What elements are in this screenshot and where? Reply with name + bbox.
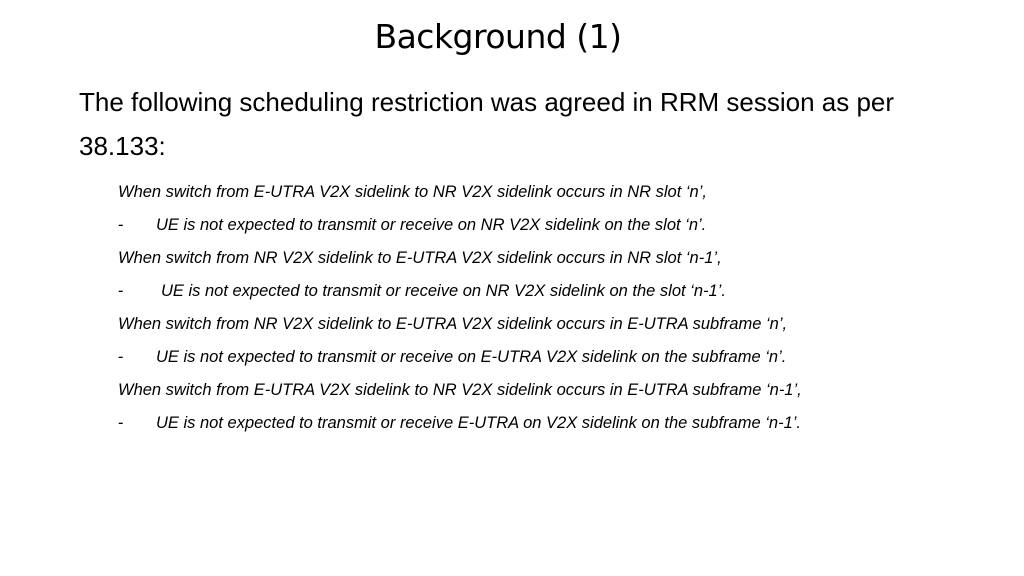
- dash-marker: -: [118, 348, 124, 366]
- bullet-line: [118, 209, 998, 242]
- dash-marker: -: [118, 414, 124, 432]
- bullet-text: UE is not expected to transmit or receive on NR V2X sidelink on the slot ‘n’.: [156, 216, 707, 234]
- dash-marker: -: [118, 216, 124, 234]
- dash-marker: -: [118, 282, 124, 300]
- condition-line: When switch from E-UTRA V2X sidelink to NR V2X sidelink occurs in NR slot ‘n’,: [118, 183, 707, 201]
- bullet-text: UE is not expected to transmit or receive on NR V2X sidelink on the slot ‘n-1’.: [161, 282, 726, 300]
- slide-title: Background (1): [374, 17, 622, 56]
- condition-line: When switch from NR V2X sidelink to E-UTRA V2X sidelink occurs in E-UTRA subframe ‘n’,: [118, 315, 788, 333]
- restriction-clauses: [118, 176, 998, 440]
- bullet-line: [118, 275, 998, 308]
- intro-paragraph: The following scheduling restriction was agreed in RRM session as per 38.133:: [79, 87, 895, 161]
- bullet-text: UE is not expected to transmit or receive E-UTRA on V2X sidelink on the subframe ‘n-1’.: [156, 414, 802, 432]
- condition-line: When switch from NR V2X sidelink to E-UTRA V2X sidelink occurs in NR slot ‘n-1’,: [118, 249, 722, 267]
- bullet-text: UE is not expected to transmit or receive on E-UTRA V2X sidelink on the subframe ‘n’.: [156, 348, 787, 366]
- condition-line: When switch from E-UTRA V2X sidelink to NR V2X sidelink occurs in E-UTRA subframe ‘n-1’,: [118, 381, 802, 399]
- bullet-line: [118, 407, 998, 440]
- bullet-line: [118, 341, 998, 374]
